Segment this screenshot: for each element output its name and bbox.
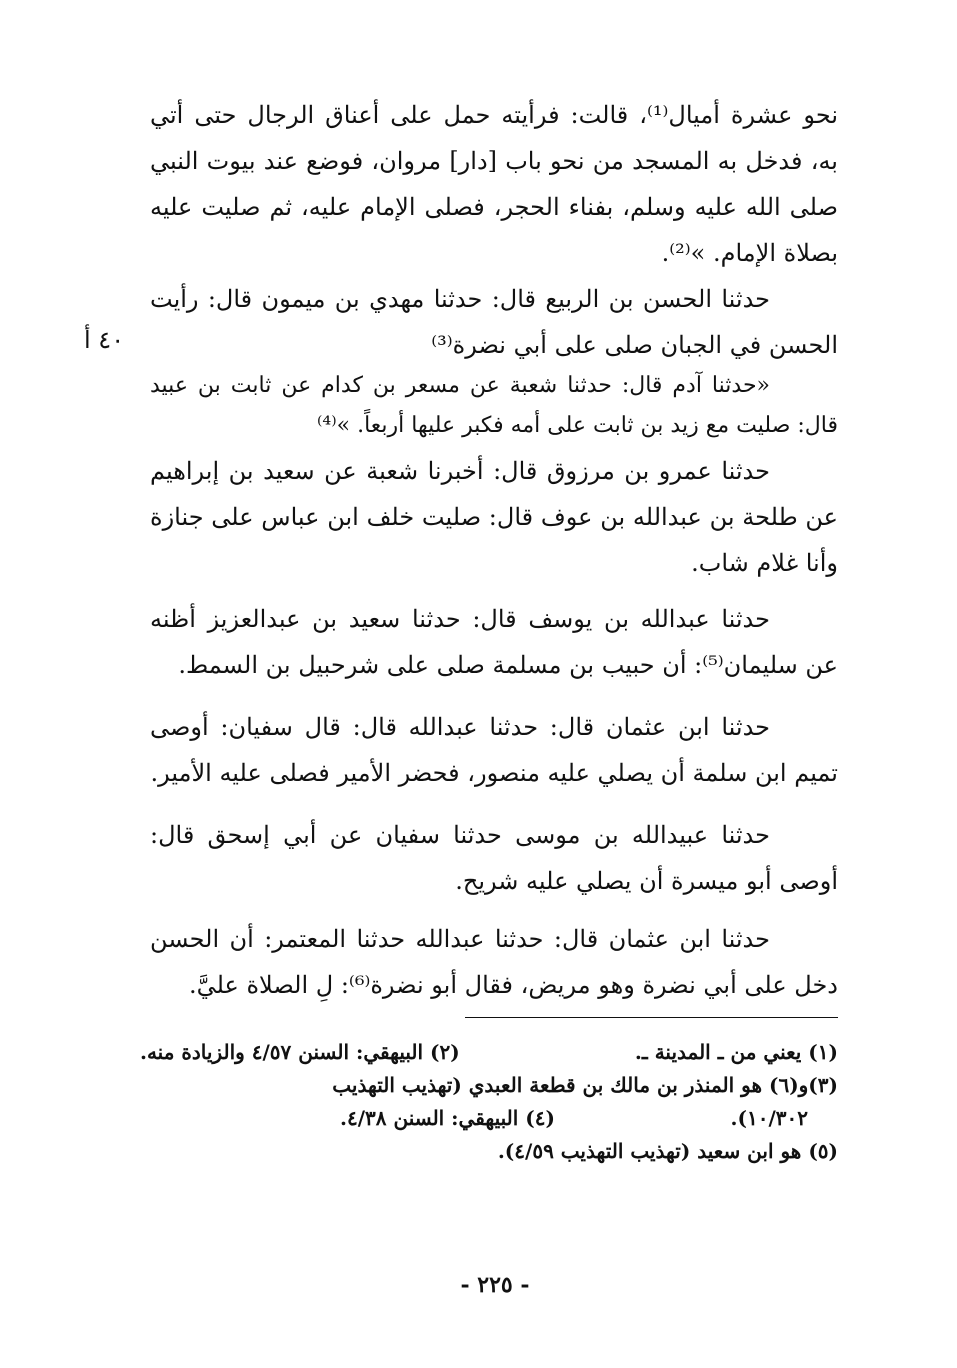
footnote-row — [140, 1102, 838, 1135]
paragraph-5 — [150, 596, 838, 688]
margin-folio-note: ٤٠ أ — [84, 326, 125, 354]
paragraph-text: حدثنا الحسن بن الربيع قال: حدثنا مهدي بن ميمون قال: رأيت الحسن في الجبان صلى على أبي نضرة⁽³⁾ — [150, 285, 838, 359]
paragraph-text: «حدثنا آدم قال: حدثنا شعبة عن مسعر بن كدام عن ثابت بن عبيد قال: صليت مع زيد بن ثابت على أمه فكبر عليها أربعاً. »⁽⁴⁾ — [150, 373, 838, 438]
paragraph-3 — [150, 366, 838, 446]
footnote-4: (٤) البيهقي: السنن ٤/٣٨. — [340, 1106, 555, 1130]
paragraph-8 — [150, 916, 838, 1008]
paragraph-text: حدثنا عبدالله بن يوسف قال: حدثنا سعيد بن عبدالعزيز أظنه عن سليمان⁽⁵⁾: أن حبيب بن مسلمة صلى على شرحبيل بن السمط. — [150, 605, 838, 679]
paragraph-text: حدثنا ابن عثمان قال: حدثنا عبدالله قال: قال سفيان: أوصى تميم ابن سلمة أن يصلي عليه منصور، فحضر الأمير فصلى عليه الأمير. — [150, 713, 838, 787]
paragraph-1 — [150, 92, 838, 276]
paragraph-text: حدثنا ابن عثمان قال: حدثنا عبدالله حدثنا المعتمر: أن الحسن دخل على أبي نضرة وهو مريض، فقال أبو نضرة⁽⁶⁾: لِ الصلاة عليَّ. — [150, 925, 838, 999]
footnote-row — [140, 1036, 838, 1069]
footnote-separator — [465, 1017, 838, 1018]
footnote-1: (١) يعني من ـ المدينة ـ. — [634, 1040, 838, 1064]
paragraph-text: نحو عشرة أميال⁽¹⁾، قالت: فرأيته حمل على أعناق الرجال حتى أتي به، فدخل به المسجد من نحو باب [دار] مروان، فوضع عند بيوت النبي صلى الله عليه وسلم، بفناء الحجر، فصلى الإمام عليه، ثم صليت عليه بصلاة الإمام. »⁽²⁾. — [150, 101, 839, 267]
paragraph-text: حدثنا عمرو بن مرزوق قال: أخبرنا شعبة عن سعيد بن إبراهيم عن طلحة بن عبدالله بن عوف قال: صليت خلف ابن عباس على جنازة وأنا غلام شاب. — [150, 457, 838, 577]
paragraph-text: حدثنا عبيدالله بن موسى حدثنا سفيان عن أبي إسحق قال: أوصى أبو ميسرة أن يصلي عليه شريح. — [150, 821, 838, 895]
footnote-5: (٥) هو ابن سعيد (تهذيب التهذيب ٤/٥٩). — [497, 1139, 838, 1163]
paragraph-2 — [150, 276, 838, 368]
footnote-2: (٢) البيهقي: السنن ٤/٥٧ والزيادة منه. — [140, 1040, 460, 1064]
footnotes — [140, 1036, 838, 1168]
footnote-3-6: (٣)و(٦) هو المنذر بن مالك بن قطعة العبدي (تهذيب التهذيب — [332, 1073, 838, 1097]
paragraph-7 — [150, 812, 838, 904]
paragraph-6 — [150, 704, 838, 796]
footnote-3-6-continued: ١٠/٣٠٢). — [730, 1106, 808, 1130]
page-number: - ٢٢٥ - — [460, 1272, 530, 1298]
paragraph-4 — [150, 448, 838, 586]
